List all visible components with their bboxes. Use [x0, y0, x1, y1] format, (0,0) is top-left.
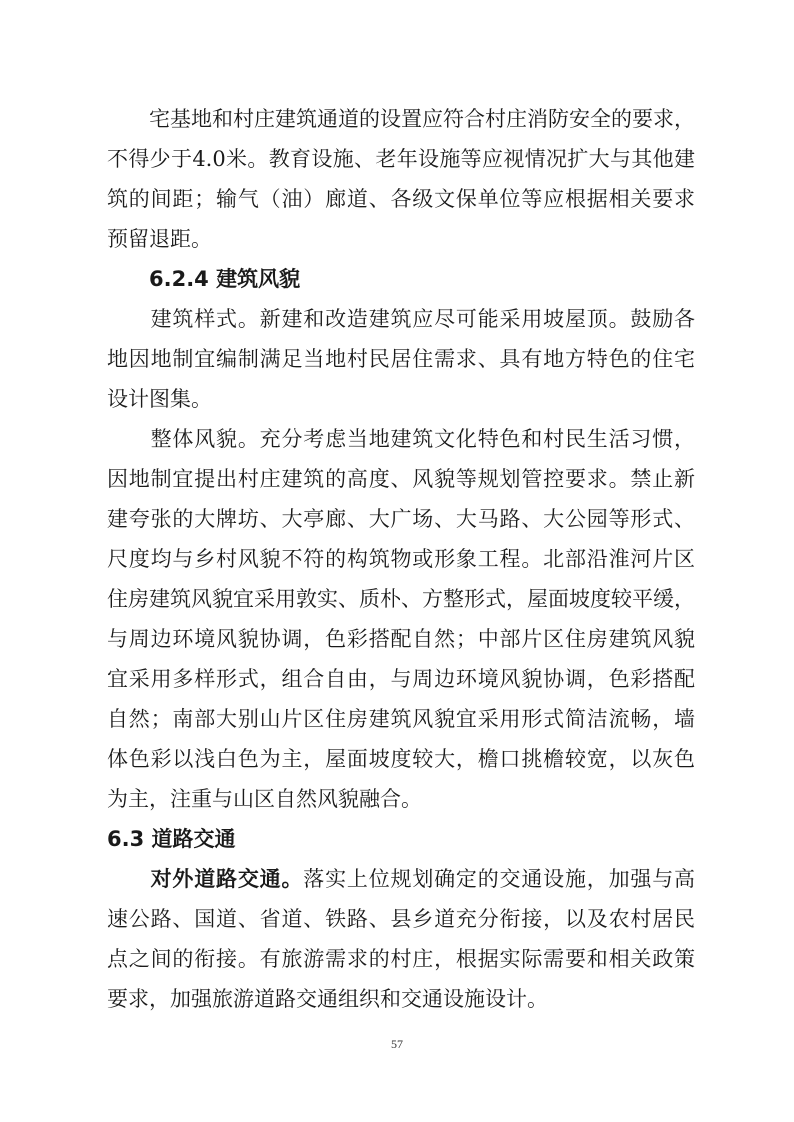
paragraph-text: 落实上位规划确定的交通设施，加强与高 — [303, 867, 695, 891]
paragraph-line: 住房建筑风貌宜采用敦实、质朴、方整形式，屋面坡度较平缓， — [107, 587, 695, 611]
paragraph-line: 建筑样式。新建和改造建筑应尽可能采用坡屋顶。鼓励各 — [107, 307, 695, 331]
paragraph-line: 自然；南部大别山片区住房建筑风貌宜采用形式简洁流畅，墙 — [107, 707, 695, 731]
paragraph-line: 筑的间距；输气（油）廊道、各级文保单位等应根据相关要求 — [107, 187, 695, 211]
section-heading-6-2-4: 6.2.4 建筑风貌 — [107, 267, 301, 291]
paragraph-lead-term: 对外道路交通。 — [150, 866, 304, 891]
section-heading-6-3: 6.3 道路交通 — [107, 827, 236, 851]
paragraph-line: 与周边环境风貌协调，色彩搭配自然；中部片区住房建筑风貌 — [107, 627, 695, 651]
paragraph-line: 要求，加强旅游道路交通组织和交通设施设计。 — [107, 987, 548, 1011]
paragraph-line: 因地制宜提出村庄建筑的高度、风貌等规划管控要求。禁止新 — [107, 467, 695, 491]
paragraph-line: 体色彩以浅白色为主，屋面坡度较大，檐口挑檐较宽，以灰色 — [107, 747, 695, 771]
paragraph-line: 宅基地和村庄建筑通道的设置应符合村庄消防安全的要求， — [107, 107, 695, 131]
paragraph-line — [107, 864, 695, 894]
paragraph-line: 宜采用多样形式，组合自由，与周边环境风貌协调，色彩搭配 — [107, 667, 695, 691]
paragraph-line: 地因地制宜编制满足当地村民居住需求、具有地方特色的住宅 — [107, 347, 695, 371]
paragraph-line: 速公路、国道、省道、铁路、县乡道充分衔接，以及农村居民 — [107, 907, 695, 931]
page-number: 57 — [391, 1037, 403, 1051]
paragraph-line: 整体风貌。充分考虑当地建筑文化特色和村民生活习惯， — [107, 427, 695, 451]
paragraph-line: 为主，注重与山区自然风貌融合。 — [107, 787, 422, 811]
paragraph-line: 点之间的衔接。有旅游需求的村庄，根据实际需要和相关政策 — [107, 947, 695, 971]
paragraph-line: 预留退距。 — [107, 227, 212, 251]
paragraph-line: 建夸张的大牌坊、大亭廊、大广场、大马路、大公园等形式、 — [107, 507, 695, 531]
paragraph-line: 不得少于4.0米。教育设施、老年设施等应视情况扩大与其他建 — [107, 147, 695, 171]
paragraph-line: 设计图集。 — [107, 387, 212, 411]
paragraph-line: 尺度均与乡村风貌不符的构筑物或形象工程。北部沿淮河片区 — [107, 547, 695, 571]
